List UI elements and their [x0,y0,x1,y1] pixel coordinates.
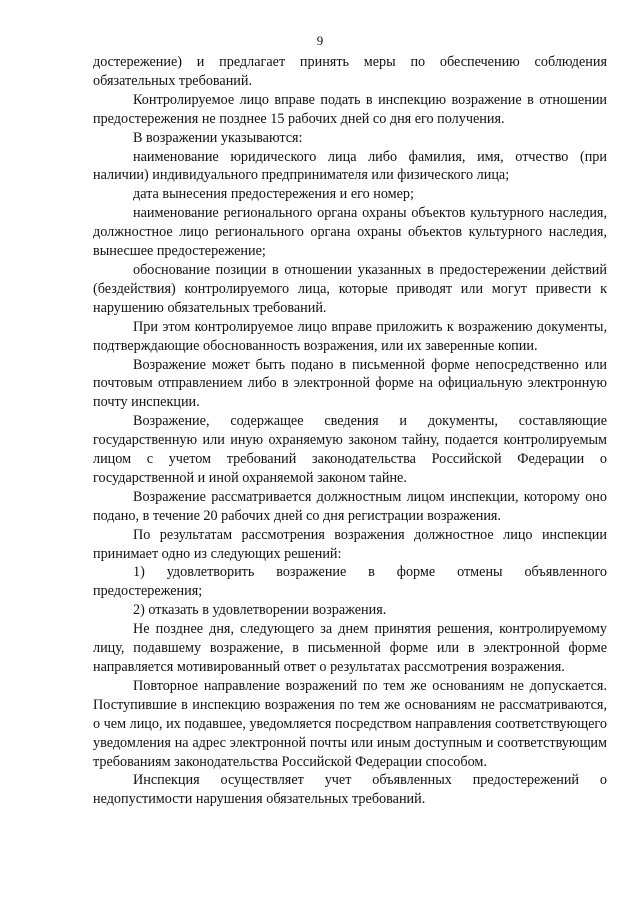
paragraph-warnings-accounting: Инспекция осуществляет учет объявленных предостережений о недопустимости нарушения обязательных требований. [93,772,607,808]
list-item-decision-refuse: 2) отказать в удовлетворении возражения. [133,602,387,619]
paragraph-repeat-objections: Повторное направление возражений по тем же основаниям не допускается. Поступившие в инспекцию возражения по тем же основаниям не рассматриваются, о чем лицо, их подавшее, уведомляется посредством направления соответствующего уведомления на адрес электронной почты или иным доступным и соответствующим требованиям законодательства Российской Федерации способом. [93,677,607,770]
paragraph-state-secret: Возражение, содержащее сведения и документы, составляющие государственную или иную охраняемую законом тайну, подается контролируемым лицом с учетом требований законодательства Российской Федерации о государственной и иной охраняемой законом тайне. [93,413,607,486]
paragraph-objection-contents-intro: В возражении указываются: [133,129,303,146]
list-item-position-justification: обоснование позиции в отношении указанных в предостережении действий (бездействия) контролируемого лица, которые приводят или могут привести к нарушению обязательных требований. [93,261,607,316]
list-item-regional-authority: наименование регионального органа охраны объектов культурного наследия, должностное лицо регионального органа охраны объектов культурного наследия, вынесшее предостережение; [93,205,607,260]
paragraph-decision-options-intro: По результатам рассмотрения возражения должностное лицо инспекции принимает одно из следующих решений: [93,526,607,562]
paragraph-review-period: Возражение рассматривается должностным лицом инспекции, которому оно подано, в течение 20 рабочих дней со дня регистрации возражения. [93,488,607,524]
paragraph-reasoned-response: Не позднее дня, следующего за днем принятия решения, контролируемому лицу, подавшему возражение, в письменной форме или в электронной форме направляется мотивированный ответ о результатах рассмотрения возражения. [93,621,607,675]
list-item-decision-satisfy: 1) удовлетворить возражение в форме отмены объявленного предостережения; [93,564,607,600]
list-item-legal-entity-name: наименование юридического лица либо фамилия, имя, отчество (при наличии) индивидуального предпринимателя или физического лица; [93,148,607,184]
document-body [93,53,607,809]
page-number: 9 [316,33,324,48]
list-item-warning-date-number: дата вынесения предостережения и его номер; [133,186,414,203]
paragraph-attach-documents: При этом контролируемое лицо вправе приложить к возражению документы, подтверждающие обоснованность возражения, или их заверенные копии. [93,318,607,354]
paragraph-objection-right: Контролируемое лицо вправе подать в инспекцию возражение в отношении предостережения не позднее 15 рабочих дней со дня его получения. [93,91,607,127]
paragraph-submission-form: Возражение может быть подано в письменной форме непосредственно или почтовым отправлением либо в электронной форме на официальную электронную почту инспекции. [93,356,607,411]
paragraph-continuation: достережение) и предлагает принять меры по обеспечению соблюдения обязательных требований. [93,54,607,89]
